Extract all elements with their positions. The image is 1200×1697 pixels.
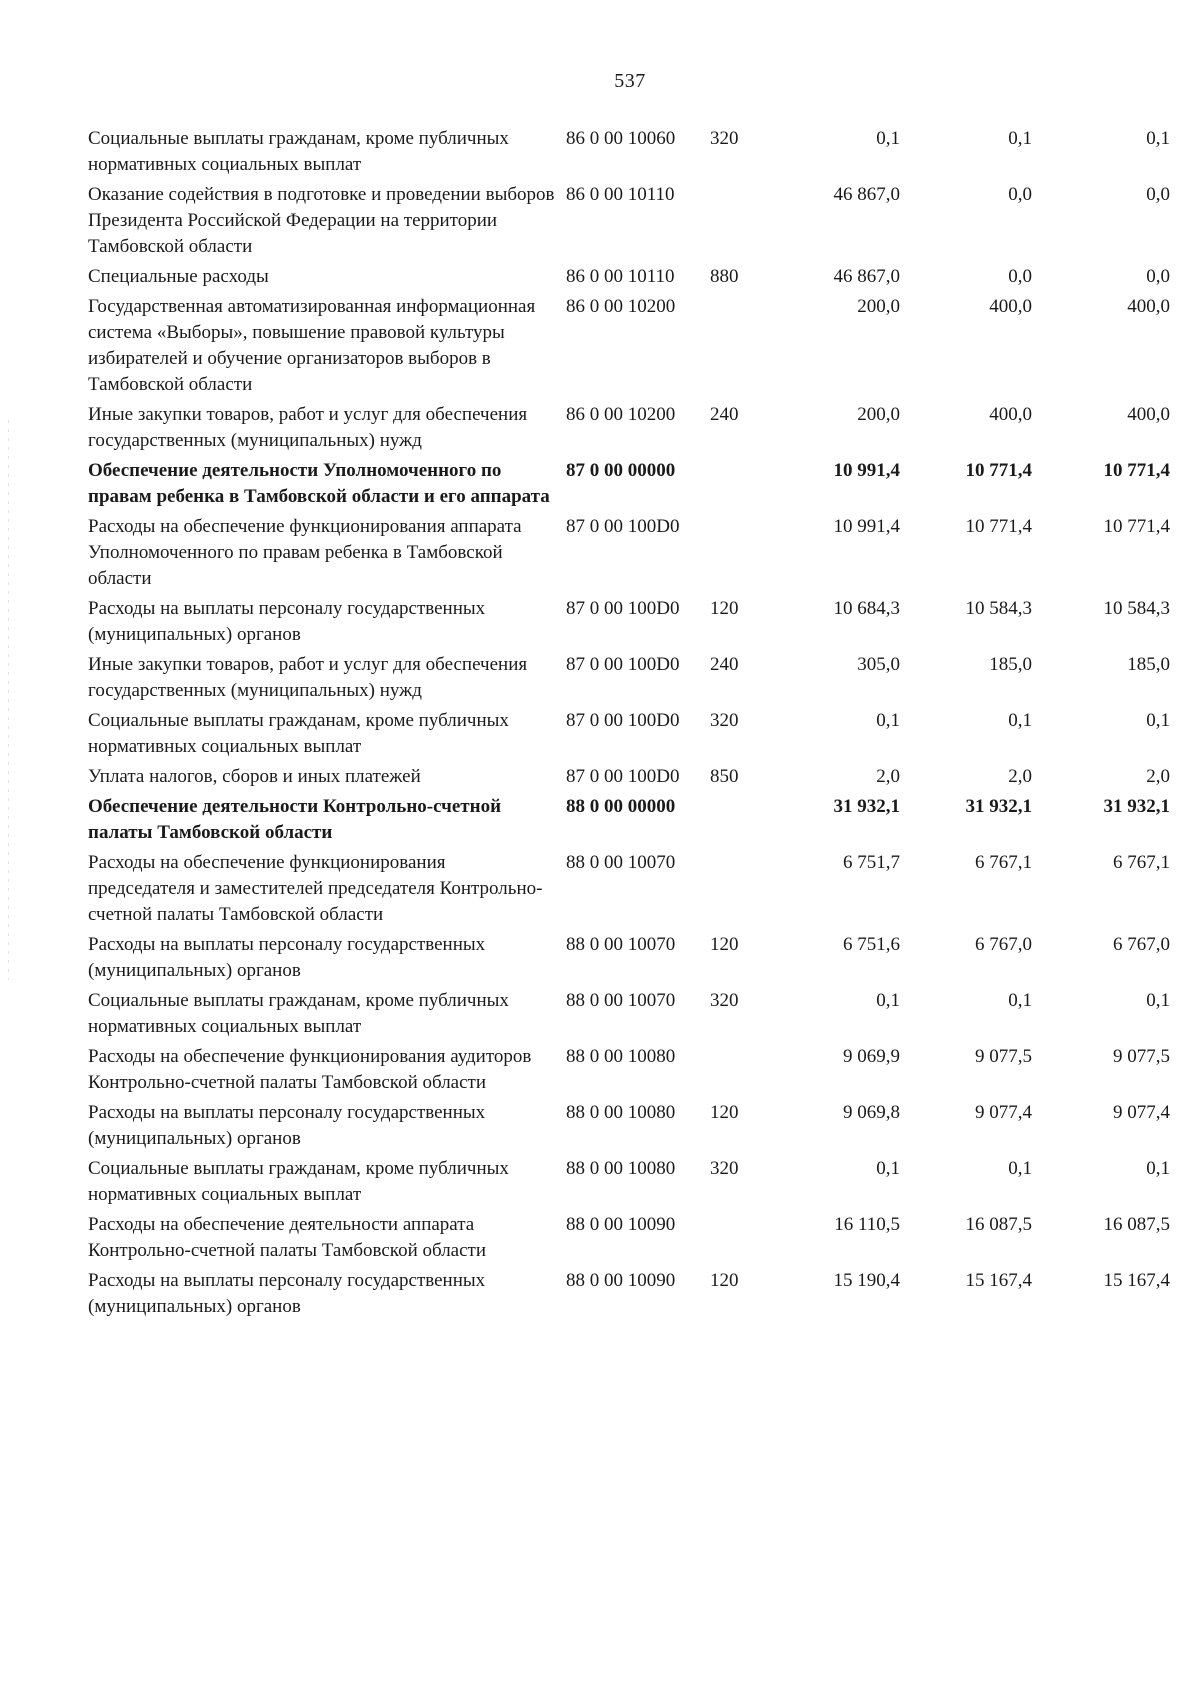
row-type: 850 <box>710 766 739 787</box>
table-row <box>88 264 1170 294</box>
table-row <box>88 182 1170 264</box>
row-value-1: 31 932,1 <box>833 796 900 817</box>
row-code: 87 0 00 100D0 <box>566 598 680 619</box>
table-row <box>88 1268 1170 1324</box>
row-value-2: 2,0 <box>1008 766 1032 787</box>
row-code: 86 0 00 10110 <box>566 266 675 287</box>
row-value-1: 9 069,8 <box>843 1102 900 1123</box>
row-value-3: 185,0 <box>1127 654 1170 675</box>
row-value-3: 9 077,4 <box>1113 1102 1170 1123</box>
row-value-2: 6 767,1 <box>975 852 1032 873</box>
row-value-3: 16 087,5 <box>1103 1214 1170 1235</box>
row-value-3: 400,0 <box>1127 296 1170 317</box>
table-row <box>88 988 1170 1044</box>
table-row <box>88 850 1170 932</box>
row-value-2: 31 932,1 <box>965 796 1032 817</box>
row-value-2: 16 087,5 <box>965 1214 1032 1235</box>
row-name: Специальные расходы <box>88 266 269 287</box>
row-name: Расходы на выплаты персоналу государственных (муниципальных) органов <box>88 1102 486 1149</box>
row-name: Социальные выплаты гражданам, кроме публичных нормативных социальных выплат <box>88 710 509 757</box>
row-value-3: 400,0 <box>1127 404 1170 425</box>
table-row <box>88 1044 1170 1100</box>
table-row-section-total <box>88 794 1170 850</box>
table-row <box>88 126 1170 182</box>
row-value-3: 0,1 <box>1146 128 1170 149</box>
row-value-3: 6 767,1 <box>1113 852 1170 873</box>
row-value-2: 10 771,4 <box>965 460 1032 481</box>
row-value-1: 0,1 <box>876 710 900 731</box>
row-value-1: 10 991,4 <box>833 516 900 537</box>
row-type <box>710 182 772 264</box>
row-type <box>710 294 772 402</box>
row-type <box>710 514 772 596</box>
row-code: 87 0 00 100D0 <box>566 766 680 787</box>
row-name: Оказание содействия в подготовке и проведении выборов Президента Российской Федерации на территории Тамбовской области <box>88 184 555 257</box>
row-type <box>710 850 772 932</box>
row-type: 320 <box>710 710 739 731</box>
table-row <box>88 1156 1170 1212</box>
row-value-1: 15 190,4 <box>833 1270 900 1291</box>
table-row <box>88 1212 1170 1268</box>
row-code: 87 0 00 100D0 <box>566 516 680 537</box>
row-value-1: 46 867,0 <box>833 184 900 205</box>
row-value-3: 10 771,4 <box>1103 460 1170 481</box>
row-value-1: 10 684,3 <box>833 598 900 619</box>
row-name: Иные закупки товаров, работ и услуг для обеспечения государственных (муниципальных) нужд <box>88 404 528 451</box>
table-row <box>88 514 1170 596</box>
table-row <box>88 294 1170 402</box>
row-code: 88 0 00 10080 <box>566 1046 676 1067</box>
row-type: 320 <box>710 128 739 149</box>
row-code: 88 0 00 10080 <box>566 1158 676 1179</box>
row-value-3: 0,0 <box>1146 184 1170 205</box>
row-value-1: 0,1 <box>876 128 900 149</box>
table-row <box>88 596 1170 652</box>
row-value-1: 9 069,9 <box>843 1046 900 1067</box>
page-number: 537 <box>614 70 646 92</box>
row-code: 88 0 00 10070 <box>566 934 676 955</box>
row-value-1: 16 110,5 <box>834 1214 900 1235</box>
row-value-2: 9 077,5 <box>975 1046 1032 1067</box>
row-name: Социальные выплаты гражданам, кроме публичных нормативных социальных выплат <box>88 1158 509 1205</box>
row-value-3: 10 771,4 <box>1103 516 1170 537</box>
row-value-2: 6 767,0 <box>975 934 1032 955</box>
row-name: Расходы на обеспечение функционирования председателя и заместителей председателя Контрольно-счетной палаты Тамбовской области <box>88 852 543 925</box>
row-value-1: 0,1 <box>876 1158 900 1179</box>
row-code: 88 0 00 10070 <box>566 990 676 1011</box>
row-code: 86 0 00 10200 <box>566 296 676 317</box>
row-code: 87 0 00 00000 <box>566 460 676 481</box>
row-name: Расходы на обеспечение деятельности аппарата Контрольно-счетной палаты Тамбовской области <box>88 1214 487 1261</box>
row-name: Обеспечение деятельности Уполномоченного по правам ребенка в Тамбовской области и его аппарата <box>88 460 550 507</box>
row-name: Обеспечение деятельности Контрольно-счетной палаты Тамбовской области <box>88 796 502 843</box>
row-type: 880 <box>710 266 739 287</box>
row-type <box>710 1044 772 1100</box>
row-code: 87 0 00 100D0 <box>566 654 680 675</box>
row-name: Уплата налогов, сборов и иных платежей <box>88 766 421 787</box>
row-name: Расходы на выплаты персоналу государственных (муниципальных) органов <box>88 598 486 645</box>
row-code: 88 0 00 10080 <box>566 1102 676 1123</box>
row-value-2: 400,0 <box>989 296 1032 317</box>
table-row <box>88 764 1170 794</box>
row-type <box>710 1212 772 1268</box>
row-type <box>710 458 772 514</box>
row-value-1: 200,0 <box>857 404 900 425</box>
table-row-section-total <box>88 458 1170 514</box>
row-value-1: 6 751,6 <box>843 934 900 955</box>
row-type: 320 <box>710 990 739 1011</box>
row-name: Расходы на обеспечение функционирования аппарата Уполномоченного по правам ребенка в Тамбовской области <box>88 516 522 589</box>
row-code: 88 0 00 10090 <box>566 1214 676 1235</box>
row-code: 87 0 00 100D0 <box>566 710 680 731</box>
row-code: 86 0 00 10110 <box>566 184 675 205</box>
row-name: Расходы на выплаты персоналу государственных (муниципальных) органов <box>88 1270 486 1317</box>
row-value-2: 0,1 <box>1008 710 1032 731</box>
row-name: Расходы на выплаты персоналу государственных (муниципальных) органов <box>88 934 486 981</box>
row-type: 120 <box>710 934 739 955</box>
row-value-3: 31 932,1 <box>1103 796 1170 817</box>
row-value-1: 46 867,0 <box>833 266 900 287</box>
row-name: Иные закупки товаров, работ и услуг для обеспечения государственных (муниципальных) нужд <box>88 654 528 701</box>
row-name: Социальные выплаты гражданам, кроме публичных нормативных социальных выплат <box>88 128 509 175</box>
row-type: 120 <box>710 1270 739 1291</box>
row-code: 88 0 00 10070 <box>566 852 676 873</box>
row-value-2: 0,0 <box>1008 266 1032 287</box>
row-value-3: 0,1 <box>1146 710 1170 731</box>
row-value-1: 305,0 <box>857 654 900 675</box>
row-type: 120 <box>710 1102 739 1123</box>
row-value-1: 0,1 <box>876 990 900 1011</box>
row-value-2: 185,0 <box>989 654 1032 675</box>
row-value-3: 0,1 <box>1146 1158 1170 1179</box>
table-row <box>88 932 1170 988</box>
table-row <box>88 1100 1170 1156</box>
row-code: 86 0 00 10200 <box>566 404 676 425</box>
row-value-2: 10 584,3 <box>965 598 1032 619</box>
row-value-1: 2,0 <box>876 766 900 787</box>
row-type: 240 <box>710 654 739 675</box>
row-value-2: 0,1 <box>1008 1158 1032 1179</box>
row-code: 88 0 00 10090 <box>566 1270 676 1291</box>
row-name: Расходы на обеспечение функционирования аудиторов Контрольно-счетной палаты Тамбовской области <box>88 1046 532 1093</box>
row-value-2: 15 167,4 <box>965 1270 1032 1291</box>
row-value-2: 9 077,4 <box>975 1102 1032 1123</box>
table-row <box>88 708 1170 764</box>
row-value-1: 200,0 <box>857 296 900 317</box>
row-name: Государственная автоматизированная информационная система «Выборы», повышение правовой культуры избирателей и обучение организаторов выборов в Тамбовской области <box>88 296 536 395</box>
row-value-2: 0,0 <box>1008 184 1032 205</box>
budget-table-body <box>88 126 1170 1324</box>
row-value-3: 2,0 <box>1146 766 1170 787</box>
row-name: Социальные выплаты гражданам, кроме публичных нормативных социальных выплат <box>88 990 509 1037</box>
row-value-3: 6 767,0 <box>1113 934 1170 955</box>
row-value-2: 10 771,4 <box>965 516 1032 537</box>
row-type: 320 <box>710 1158 739 1179</box>
row-type <box>710 794 772 850</box>
scan-edge-mark <box>8 420 9 980</box>
row-value-2: 0,1 <box>1008 128 1032 149</box>
row-value-3: 0,0 <box>1146 266 1170 287</box>
row-value-2: 400,0 <box>989 404 1032 425</box>
budget-table <box>88 126 1170 1324</box>
row-value-3: 9 077,5 <box>1113 1046 1170 1067</box>
row-value-3: 0,1 <box>1146 990 1170 1011</box>
row-value-3: 15 167,4 <box>1103 1270 1170 1291</box>
row-value-3: 10 584,3 <box>1103 598 1170 619</box>
table-row <box>88 652 1170 708</box>
row-type: 240 <box>710 404 739 425</box>
table-row <box>88 402 1170 458</box>
row-code: 88 0 00 00000 <box>566 796 676 817</box>
row-value-1: 6 751,7 <box>843 852 900 873</box>
row-value-1: 10 991,4 <box>833 460 900 481</box>
row-value-2: 0,1 <box>1008 990 1032 1011</box>
row-type: 120 <box>710 598 739 619</box>
row-code: 86 0 00 10060 <box>566 128 676 149</box>
